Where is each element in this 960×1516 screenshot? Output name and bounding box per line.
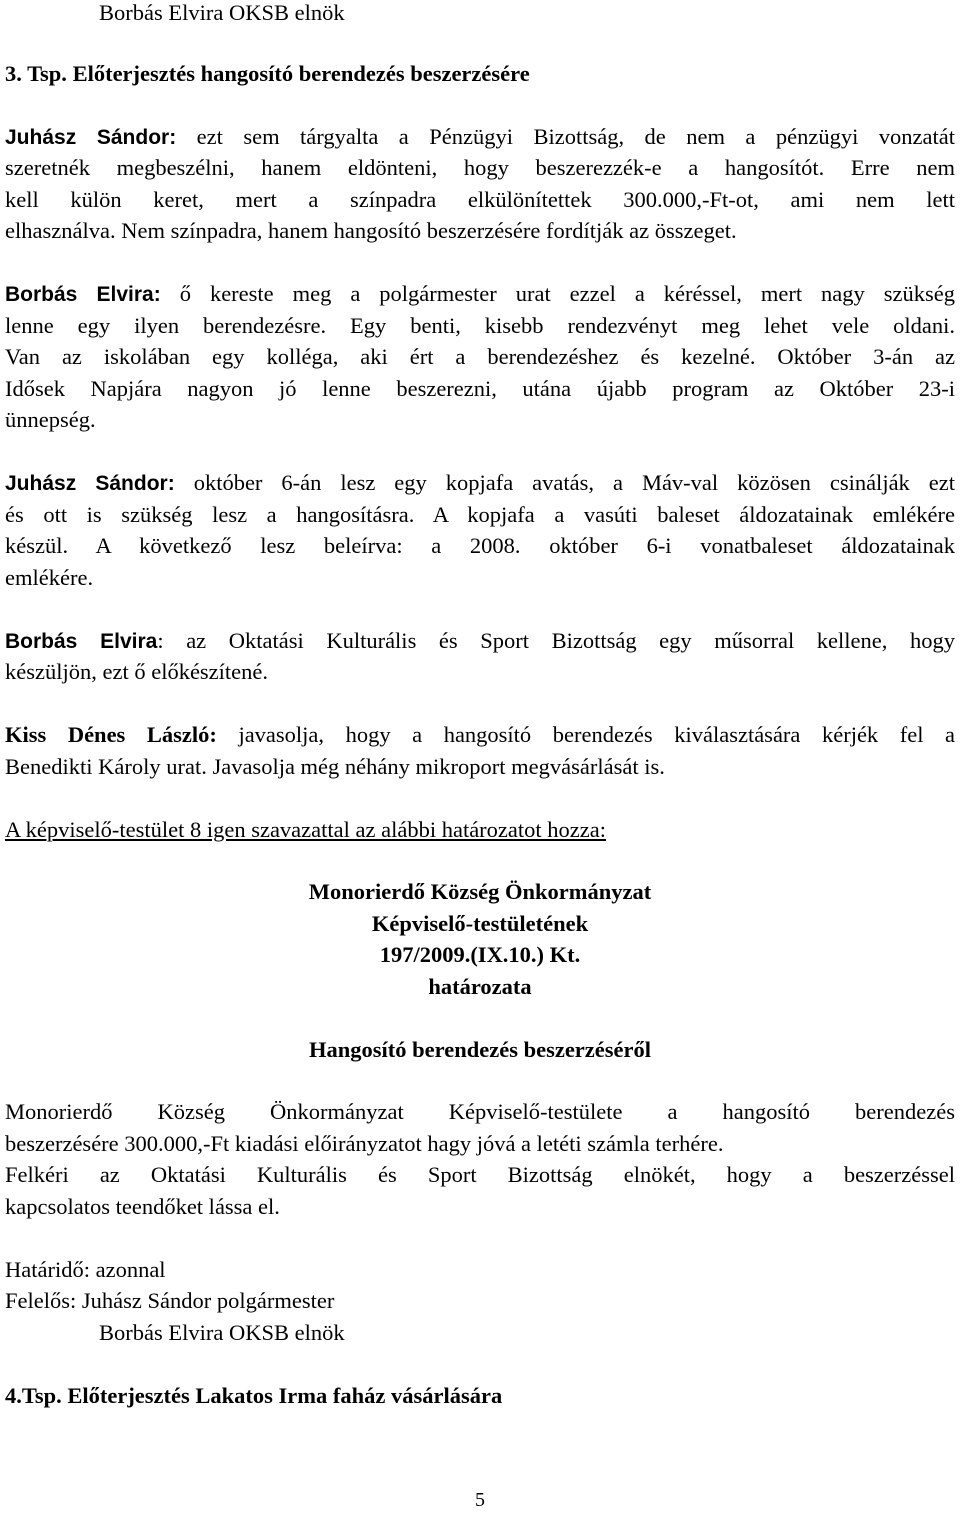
p3-line-1: Juhász Sándor: október 6-án lesz egy kopjafa avatás, a Máv-val közösen csinálják ezt: [5, 470, 955, 495]
p2-line-4: Idősek Napjára nagyon jó lenne beszerezni, utána újabb program az Október 23-i: [5, 376, 955, 401]
item-4-number: 4.Tsp.: [5, 1383, 62, 1408]
p2-speaker: Borbás Elvira:: [5, 283, 161, 306]
p4-line-2: készüljön, ezt ő előkészítené.: [5, 659, 269, 684]
p3-line-4: emlékére.: [5, 565, 94, 590]
responsible-label: Felelős:: [5, 1288, 77, 1313]
responsible-line-1: Felelős: Juhász Sándor polgármester: [5, 1288, 335, 1313]
p2-line-1: Borbás Elvira: ő kereste meg a polgármester urat ezzel a kéréssel, mert nagy szükség: [5, 281, 955, 306]
resolution-body-4: kapcsolatos teendőket lássa el.: [5, 1194, 280, 1219]
p4-speaker: Borbás Elvira: [5, 630, 158, 653]
p3-speaker: Juhász Sándor:: [5, 472, 175, 495]
resolution-heading-1: Monorierdő Község Önkormányzat: [308, 879, 652, 904]
resolution-body-3: Felkéri az Oktatási Kulturális és Sport Bizottság elnökét, hogy a beszerzéssel: [5, 1162, 955, 1187]
item-3-number: 3. Tsp.: [5, 61, 67, 86]
p1-speaker: Juhász Sándor:: [5, 126, 177, 149]
resolution-heading-2: Képviselő-testületének: [371, 911, 589, 936]
p1-line-1: Juhász Sándor: ezt sem tárgyalta a Pénzügyi Bizottság, de nem a pénzügyi vonzatát: [5, 124, 955, 149]
resolution-number: 197/2009.(IX.10.) Kt.: [379, 942, 581, 967]
continued-responsible: Borbás Elvira OKSB elnök: [99, 0, 345, 25]
p2-line-3: Van az iskolában egy kolléga, aki ért a berendezéshez és kezelné. Október 3-án az: [5, 344, 956, 369]
p5-line-2: Benedikti Károly urat. Javasolja még néhány mikroport megvásárlását is.: [5, 754, 665, 779]
item-3-title: Előterjesztés hangosító berendezés beszerzésére: [72, 61, 530, 86]
deadline: Határidő: azonnal: [5, 1257, 166, 1282]
responsible-line-2: Borbás Elvira OKSB elnök: [99, 1320, 345, 1345]
resolution-body-1: Monorierdő Község Önkormányzat Képviselő-testülete a hangosító berendezés: [5, 1099, 955, 1124]
resolution-subject: Hangosító berendezés beszerzéséről: [309, 1037, 651, 1062]
resolution-heading-4: határozata: [428, 974, 532, 999]
item-4-heading: [5, 1380, 955, 1412]
vote-statement: A képviselő-testület 8 igen szavazattal az alábbi határozatot hozza:: [5, 817, 606, 842]
p5-line-1: Kiss Dénes László: javasolja, hogy a hangosító berendezés kiválasztására kérjék fel a: [5, 722, 956, 747]
p2-line-5: ünnepség.: [5, 407, 96, 432]
p1-line-4: elhasználva. Nem színpadra, hanem hangosító beszerzésére fordítják az összeget.: [5, 218, 737, 243]
p3-line-3: készül. A következő lesz beleírva: a 2008. október 6-i vonatbaleset áldozatainak: [5, 533, 956, 558]
p3-line-2: és ott is szükség lesz a hangosításra. A kopjafa a vasúti baleset áldozatainak emlékére: [5, 502, 956, 527]
p1-line-2: szeretnék megbeszélni, hanem eldönteni, hogy beszerezzék-e a hangosítót. Erre nem: [5, 155, 955, 180]
page-number: 5: [475, 1489, 485, 1511]
p1-line-3: kell külön keret, mert a színpadra elkülönítettek 300.000,-Ft-ot, ami nem lett: [5, 187, 955, 212]
p2-line-2: lenne egy ilyen berendezésre. Egy benti, kisebb rendezvényt meg lehet vele oldani.: [5, 313, 955, 338]
p5-speaker: Kiss Dénes László:: [5, 722, 217, 747]
item-3-heading: [5, 58, 955, 90]
p4-line-1: Borbás Elvira: az Oktatási Kulturális és Sport Bizottság egy műsorral kellene, hogy: [5, 628, 955, 653]
resolution-body-2: beszerzésére 300.000,-Ft kiadási előirányzatot hagy jóvá a letéti számla terhére.: [5, 1131, 724, 1156]
item-4-title: Előterjesztés Lakatos Irma faház vásárlására: [67, 1383, 503, 1408]
